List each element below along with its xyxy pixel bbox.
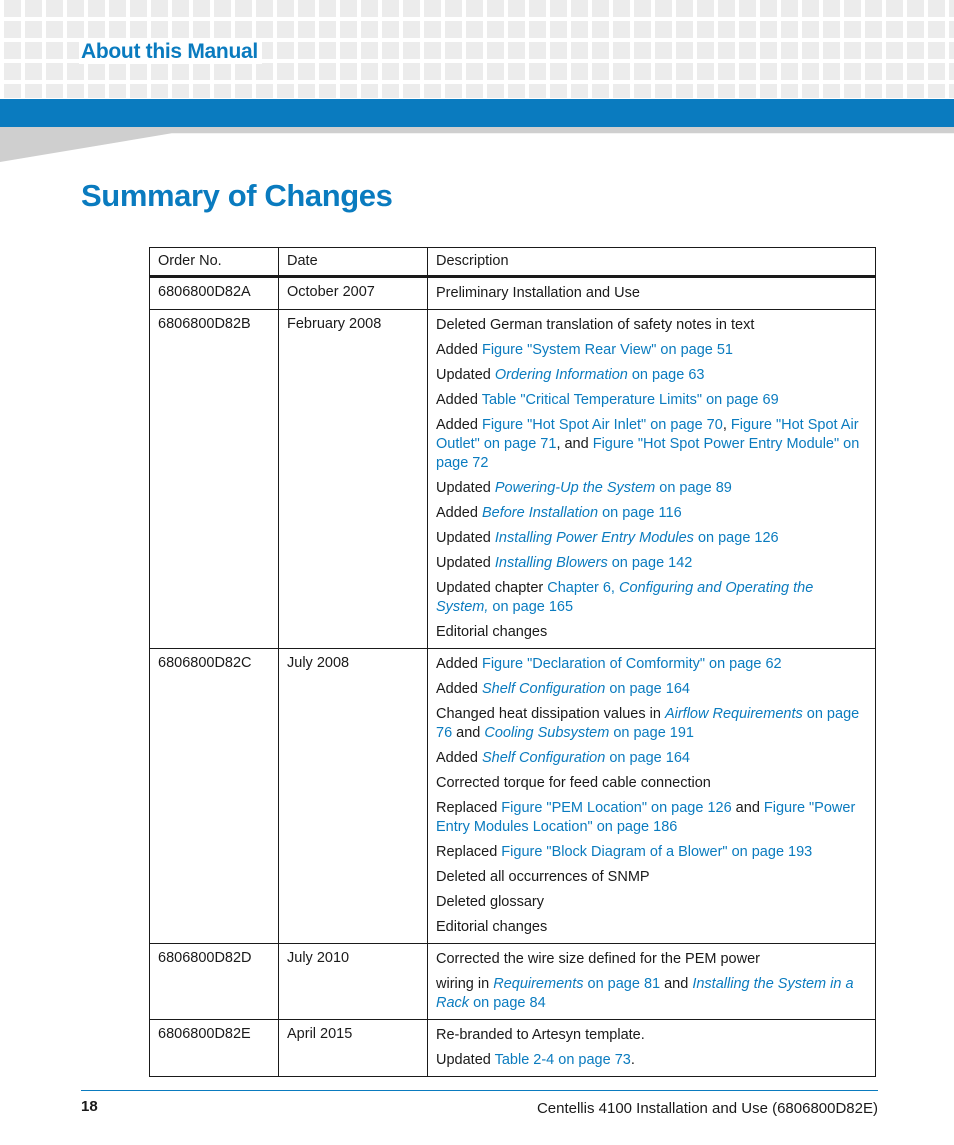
description-line: [436, 341, 867, 360]
description-text: Changed heat dissipation values in: [436, 706, 665, 722]
cross-reference-link[interactable]: Figure "Power Entry Modules Location" on page 186: [436, 800, 856, 835]
table-row: [150, 649, 876, 944]
description-text: Deleted all occurrences of SNMP: [436, 869, 650, 885]
description-line: [436, 680, 867, 699]
cross-reference-link[interactable]: on page 191: [609, 725, 694, 741]
description-text: Added: [436, 750, 482, 766]
order-no-cell: 6806800D82A: [150, 277, 279, 310]
date-cell: February 2008: [279, 310, 428, 649]
cross-reference-link[interactable]: Configuring and Operating the System,: [436, 580, 814, 615]
description-text: Deleted glossary: [436, 894, 544, 910]
description-line: [436, 843, 867, 862]
cross-reference-link[interactable]: Figure "Block Diagram of a Blower" on page 193: [501, 844, 813, 860]
description-text: Added: [436, 392, 482, 408]
cross-reference-link[interactable]: Installing the System in a Rack: [436, 976, 854, 1011]
cross-reference-link[interactable]: Figure "Declaration of Comformity" on page 62: [481, 656, 782, 672]
description-text: , and: [556, 436, 593, 452]
description-text: Replaced: [436, 844, 502, 860]
description-text: Preliminary Installation and Use: [436, 285, 640, 301]
header-blue-bar: [0, 99, 954, 127]
description-text: Added: [436, 656, 482, 672]
description-text: Corrected the wire size defined for the PEM power: [436, 951, 760, 967]
header-order-no: Order No.: [150, 248, 279, 277]
description-line: [436, 1051, 867, 1070]
cross-reference-link[interactable]: on page 126: [693, 530, 779, 546]
cross-reference-link[interactable]: Table "Critical Temperature Limits" on page 69: [481, 392, 779, 408]
description-text: Added: [436, 681, 482, 697]
description-line: [436, 655, 867, 674]
cross-reference-link[interactable]: Shelf Configuration: [481, 681, 606, 697]
cross-reference-link[interactable]: on page 142: [607, 555, 693, 571]
description-line: [436, 918, 867, 937]
description-text: Deleted German translation of safety notes in text: [436, 317, 755, 333]
description-line: [436, 529, 867, 548]
cross-reference-link[interactable]: Table 2-4 on page 73: [494, 1052, 631, 1068]
description-cell: [428, 649, 876, 944]
footer-doc-title: Centellis 4100 Installation and Use (6806800D82E): [536, 1100, 878, 1117]
cross-reference-link[interactable]: Ordering Information: [494, 367, 628, 383]
description-line: [436, 893, 867, 912]
description-text: Updated chapter: [436, 580, 548, 596]
table-row: [150, 277, 876, 310]
description-text: Updated: [436, 480, 495, 496]
description-line: [436, 284, 867, 303]
section-title: About this Manual: [79, 40, 262, 64]
cross-reference-link[interactable]: Figure "System Rear View" on page 51: [481, 342, 733, 358]
description-text: and: [660, 976, 693, 992]
description-line: [436, 554, 867, 573]
cross-reference-link[interactable]: on page 89: [655, 480, 732, 496]
cross-reference-link[interactable]: on page 63: [627, 367, 705, 383]
description-line: [436, 391, 867, 410]
description-cell: [428, 310, 876, 649]
description-cell: [428, 277, 876, 310]
description-line: [436, 416, 867, 473]
cross-reference-link[interactable]: on page 81: [583, 976, 661, 992]
order-no-cell: 6806800D82D: [150, 944, 279, 1020]
description-line: [436, 868, 867, 887]
cross-reference-link[interactable]: Chapter 6,: [547, 580, 619, 596]
table-body: [150, 277, 876, 1077]
cross-reference-link[interactable]: Airflow Requirements: [664, 706, 803, 722]
cross-reference-link[interactable]: Requirements: [493, 976, 584, 992]
description-text: Updated: [436, 367, 495, 383]
table-row: [150, 1020, 876, 1077]
cross-reference-link[interactable]: on page 165: [488, 599, 574, 615]
description-line: [436, 774, 867, 793]
description-text: Editorial changes: [436, 919, 548, 935]
description-text: Editorial changes: [436, 624, 548, 640]
description-text: Added: [436, 505, 482, 521]
order-no-cell: 6806800D82C: [150, 649, 279, 944]
cross-reference-link[interactable]: Installing Blowers: [494, 555, 608, 571]
date-cell: April 2015: [279, 1020, 428, 1077]
description-line: [436, 479, 867, 498]
description-line: [436, 579, 867, 617]
header-gray-band: [0, 127, 954, 162]
description-line: [436, 749, 867, 768]
table-row: [150, 310, 876, 649]
description-text: Re-branded to Artesyn template.: [436, 1027, 645, 1043]
description-text: Updated: [436, 555, 495, 571]
description-text: Corrected torque for feed cable connection: [436, 775, 711, 791]
cross-reference-link[interactable]: Powering-Up the System: [494, 480, 656, 496]
description-line: [436, 1026, 867, 1045]
description-text: Added: [436, 417, 482, 433]
description-line: [436, 975, 867, 1013]
description-text: .: [630, 1052, 635, 1068]
description-line: [436, 504, 867, 523]
description-text: Added: [436, 342, 482, 358]
cross-reference-link[interactable]: Figure "PEM Location" on page 126: [501, 800, 732, 816]
cross-reference-link[interactable]: on page 76: [436, 706, 860, 741]
table-header-row: [150, 248, 876, 277]
page-title: Summary of Changes: [81, 178, 393, 213]
description-text: and: [731, 800, 764, 816]
footer-rule: [81, 1090, 878, 1091]
description-line: [436, 623, 867, 642]
date-cell: October 2007: [279, 277, 428, 310]
cross-reference-link[interactable]: on page 164: [605, 681, 690, 697]
table-row: [150, 944, 876, 1020]
cross-reference-link[interactable]: on page 116: [598, 505, 682, 521]
cross-reference-link[interactable]: Figure "Hot Spot Air Outlet" on page 71: [436, 417, 859, 452]
description-cell: [428, 944, 876, 1020]
description-line: [436, 316, 867, 335]
cross-reference-link[interactable]: Before Installation: [481, 505, 599, 521]
order-no-cell: 6806800D82B: [150, 310, 279, 649]
description-text: and: [452, 725, 485, 741]
cross-reference-link[interactable]: on page 164: [605, 750, 690, 766]
description-line: [436, 366, 867, 385]
description-cell: [428, 1020, 876, 1077]
description-text: wiring in: [436, 976, 494, 992]
description-line: [436, 950, 867, 969]
cross-reference-link[interactable]: Shelf Configuration: [481, 750, 606, 766]
header-description: Description: [428, 248, 876, 277]
description-line: [436, 799, 867, 837]
cross-reference-link[interactable]: Figure "Hot Spot Power Entry Module" on page 72: [436, 436, 860, 471]
cross-reference-link[interactable]: Installing Power Entry Modules: [494, 530, 694, 546]
order-no-cell: 6806800D82E: [150, 1020, 279, 1077]
header-date: Date: [279, 248, 428, 277]
date-cell: July 2008: [279, 649, 428, 944]
description-text: ,: [722, 417, 731, 433]
description-text: Updated: [436, 1052, 495, 1068]
description-text: Updated: [436, 530, 495, 546]
cross-reference-link[interactable]: Figure "Hot Spot Air Inlet" on page 70: [481, 417, 723, 433]
description-text: Replaced: [436, 800, 502, 816]
cross-reference-link[interactable]: on page 84: [469, 995, 546, 1011]
cross-reference-link[interactable]: Cooling Subsystem: [484, 725, 610, 741]
changes-table: [149, 247, 876, 1077]
date-cell: July 2010: [279, 944, 428, 1020]
description-line: [436, 705, 867, 743]
page-number: 18: [81, 1098, 98, 1115]
